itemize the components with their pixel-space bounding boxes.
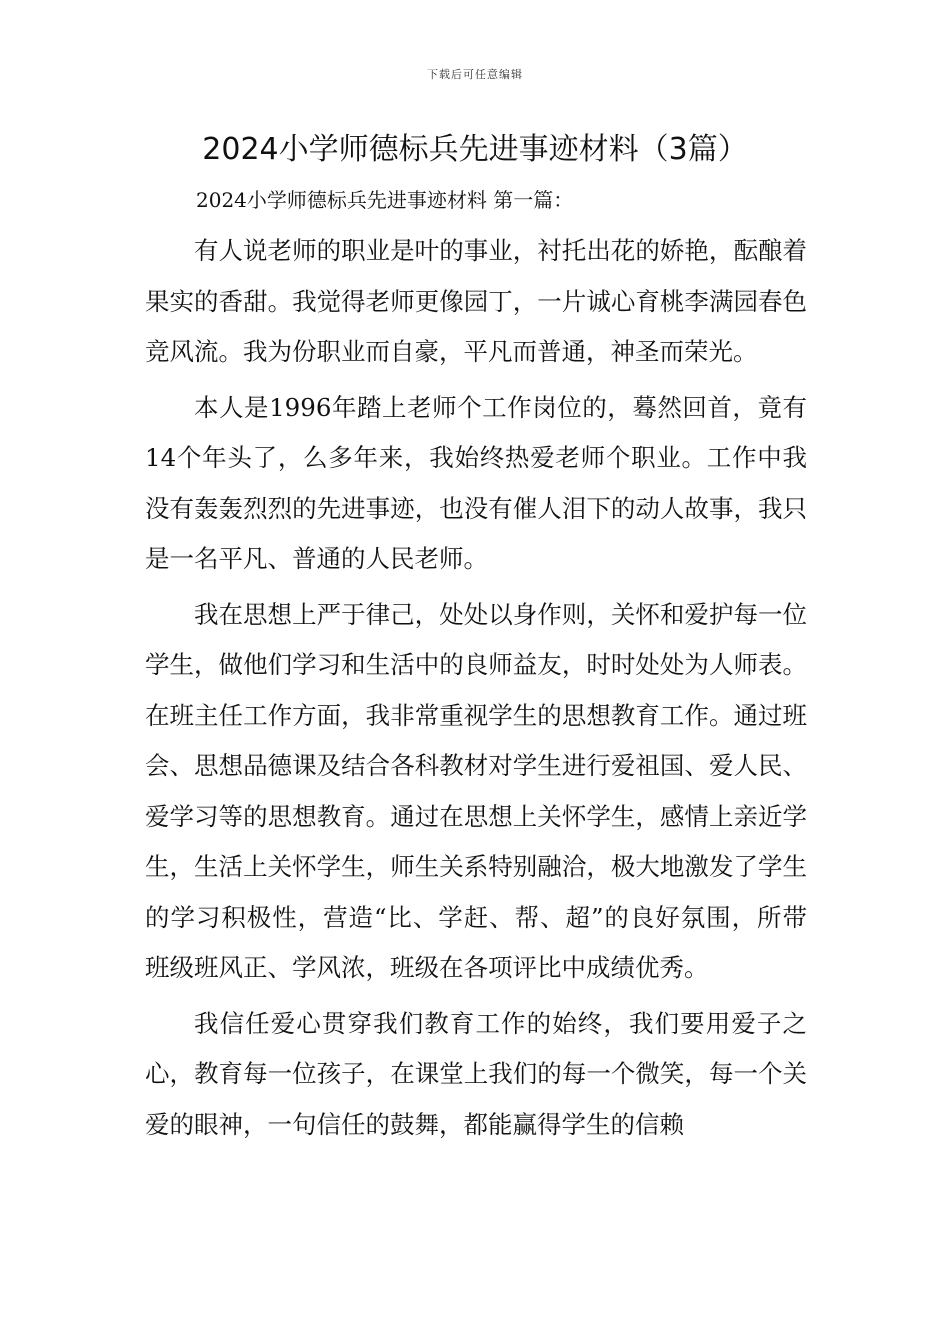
section-subtitle: 2024小学师德标兵先进事迹材料 第一篇： <box>196 188 574 212</box>
paragraph: 本人是1996年踏上老师个工作岗位的，蓦然回首，竟有14个年头了，么多年来，我始终热爱老师个职业。工作中我没有轰轰烈烈的先进事迹，也没有催人泪下的动人故事，我只是一名平凡、普通的人民老师。 <box>145 392 807 573</box>
paragraph: 我信任爱心贯穿我们教育工作的始终，我们要用爱子之心，教育每一位孩子，在课堂上我们的每一个微笑，每一个关爱的眼神，一句信任的鼓舞，都能赢得学生的信赖 <box>145 1008 807 1139</box>
header-note: 下载后可任意编辑 <box>427 68 523 81</box>
document-title: 2024小学师德标兵先进事迹材料（3篇） <box>202 132 748 167</box>
paragraph: 我在思想上严于律己，处处以身作则，关怀和爱护每一位学生，做他们学习和生活中的良师益友，时时处处为人师表。在班主任工作方面，我非常重视学生的思想教育工作。通过班会、思想品德课及结合各科教材对学生进行爱祖国、爱人民、爱学习等的思想教育。通过在思想上关怀学生，感情上亲近学生，生活上关怀学生，师生关系特别融洽，极大地激发了学生的学习积极性，营造“比、学赶、帮、超”的良好氛围，所带班级班风正、学风浓，班级在各项评比中成绩优秀。 <box>145 599 807 982</box>
document-body <box>145 226 807 1155</box>
paragraph: 有人说老师的职业是叶的事业，衬托出花的娇艳，酝酿着果实的香甜。我觉得老师更像园丁，一片诚心育桃李满园春色竞风流。我为份职业而自豪，平凡而普通，神圣而荣光。 <box>145 236 807 366</box>
